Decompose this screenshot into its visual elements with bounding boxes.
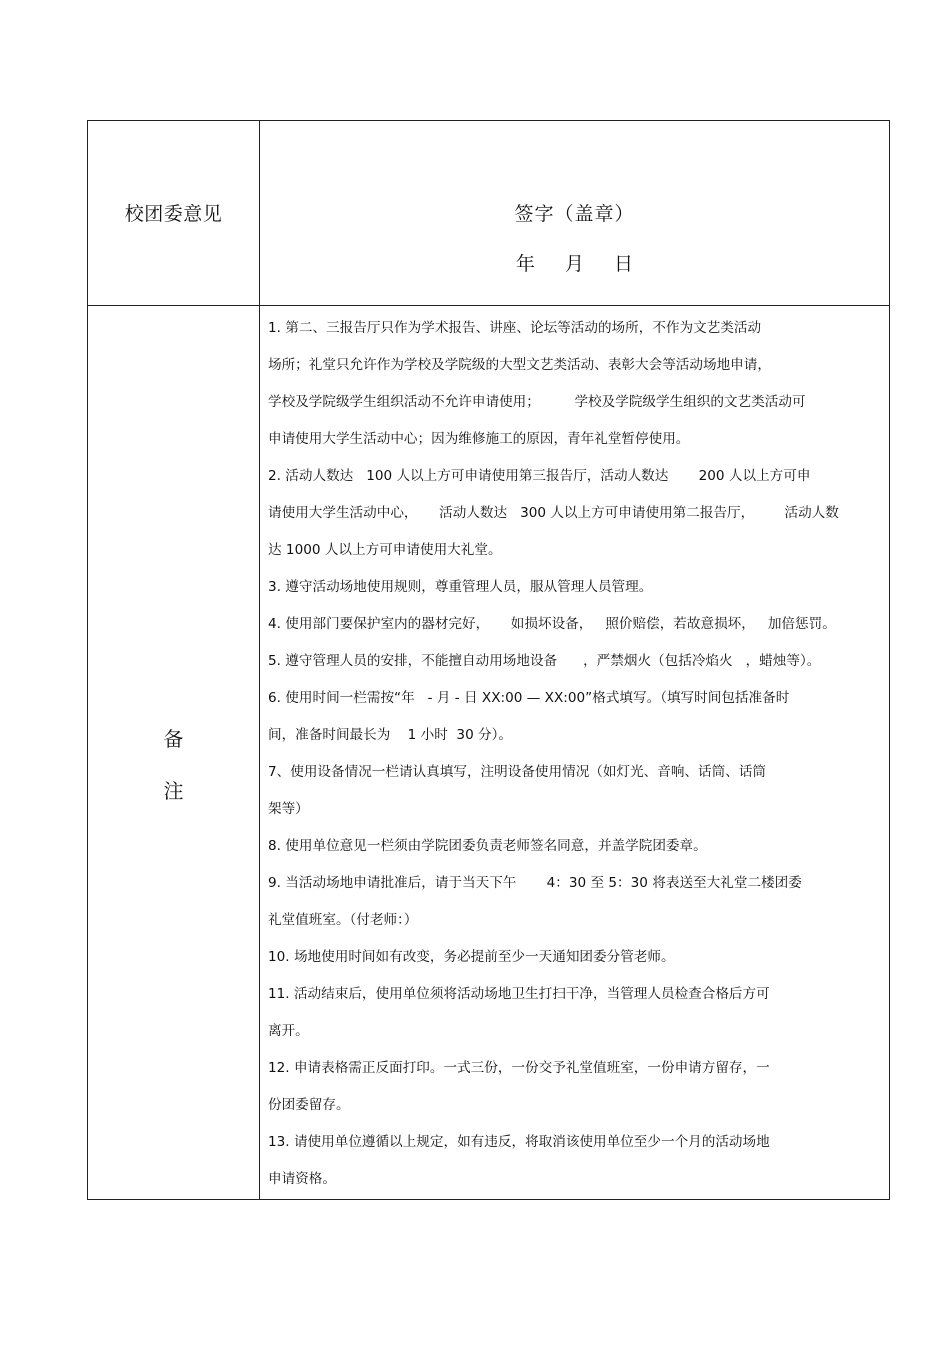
remarks-note-line: 场所；礼堂只允许作为学校及学院级的大型文艺类活动、表彰大会等活动场地申请，: [268, 357, 771, 373]
remarks-note-line: 礼堂值班室。（付老师：）: [268, 912, 418, 928]
signature-seal-label: 签字（盖章）: [514, 203, 635, 225]
remarks-label-char: 备: [163, 727, 184, 751]
remarks-note-line: 达 1000 人以上方可申请使用大礼堂。: [268, 542, 502, 558]
remarks-note-line: 10. 场地使用时间如有改变，务必提前至少一天通知团委分管老师。: [268, 949, 675, 965]
date-year-label: 年: [515, 253, 535, 275]
remarks-note-line: 13. 请使用单位遵循以上规定，如有违反，将取消该使用单位至少一个月的活动场地: [268, 1134, 770, 1150]
remarks-note-line: 架等）: [268, 801, 309, 817]
remarks-note-line: 2. 活动人数达 100 人以上方可申请使用第三报告厅，活动人数达 200 人以上方可申: [268, 468, 811, 484]
opinion-label-cell: [88, 121, 260, 305]
remarks-content-cell: [260, 306, 889, 1199]
remarks-note-line: 7、使用设备情况一栏请认真填写，注明设备使用情况（如灯光、音响、话筒、话筒: [268, 764, 767, 780]
remarks-row: [88, 306, 889, 1199]
remarks-label-cell: [88, 306, 260, 1199]
remarks-note-line: 4. 使用部门要保护室内的器材完好， 如损坏设备， 照价赔偿，若故意损坏， 加倍惩罚。: [268, 616, 836, 632]
remarks-note-line: 8. 使用单位意见一栏须由学院团委负责老师签名同意，并盖学院团委章。: [268, 838, 707, 854]
remarks-note-line: 6. 使用时间一栏需按“年 - 月 - 日 XX:00 — XX:00”格式填写。（填写时间包括准备时: [268, 690, 790, 706]
remarks-label-char: 注: [163, 779, 184, 803]
remarks-note-line: 11. 活动结束后，使用单位须将活动场地卫生打扫干净，当管理人员检查合格后方可: [268, 986, 770, 1002]
league-committee-opinion-label: 校团委意见: [124, 203, 223, 225]
date-line: [260, 249, 889, 276]
approval-form-table: [87, 120, 890, 1200]
remarks-note-line: 间，准备时间最长为 1 小时 30 分）。: [268, 727, 513, 743]
remarks-note-line: 份团委留存。: [268, 1097, 350, 1113]
remarks-note-line: 12. 申请表格需正反面打印。一式三份，一份交予礼堂值班室，一份申请方留存，一: [268, 1060, 770, 1076]
remarks-note-line: 学校及学院级学生组织活动不允许申请使用； 学校及学院级学生组织的文艺类活动可: [268, 394, 806, 410]
league-committee-opinion-row: [88, 121, 889, 306]
date-day-label: 日: [614, 253, 634, 275]
remarks-note-line: 申请资格。: [268, 1171, 336, 1187]
remarks-label: [88, 713, 259, 817]
opinion-value-cell: [260, 121, 889, 305]
remarks-note-line: 请使用大学生活动中心， 活动人数达 300 人以上方可申请使用第二报告厅， 活动人数: [268, 505, 839, 521]
remarks-note-line: 离开。: [268, 1023, 309, 1039]
remarks-note-line: 9. 当活动场地申请批准后，请于当天下午 4：30 至 5：30 将表送至大礼堂二楼团委: [268, 875, 802, 891]
remarks-note-line: 5. 遵守管理人员的安排，不能擅自动用场地设备 ，严禁烟火（包括冷焰火 ，蜡烛等）。: [268, 653, 821, 669]
remarks-note-line: 1. 第二、三报告厅只作为学术报告、讲座、论坛等活动的场所，不作为文艺类活动: [268, 320, 762, 336]
remarks-note-line: 申请使用大学生活动中心；因为维修施工的原因，青年礼堂暂停使用。: [268, 431, 690, 447]
remarks-note-line: 3. 遵守活动场地使用规则，尊重管理人员，服从管理人员管理。: [268, 579, 653, 595]
date-month-label: 月: [564, 253, 584, 275]
